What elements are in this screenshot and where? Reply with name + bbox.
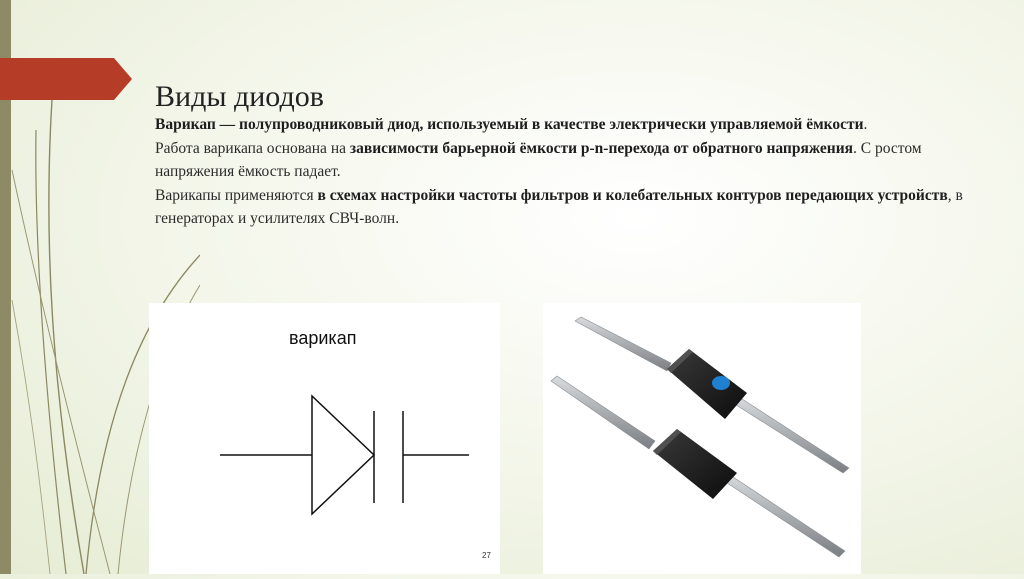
accent-tab [0,58,132,100]
paragraph-applications: Варикапы применяются в схемах настройки частоты фильтров и колебательных контуров передающих устройств, в генераторах и усилителях СВЧ-волн. [155,186,963,227]
applications-bold: в схемах настройки частоты фильтров и колебательных контуров передающих устройств [317,186,948,204]
principle-bold: зависимости барьерной ёмкости p-n-перехода от обратного напряжения [349,139,854,157]
paragraph-definition: Варикап — полупроводниковый диод, используемый в качестве электрически управляемой ёмкости. [155,116,868,133]
varicap-photo-icon [543,303,861,574]
symbol-label: варикап [289,328,357,348]
varicap-symbol-panel [149,303,500,574]
slide-body [155,113,970,231]
slide-title: Виды диодов [155,80,324,113]
slide-number: 27 [482,551,491,560]
varicap-photo-panel [543,303,861,574]
paragraph-principle: Работа варикапа основана на зависимости барьерной ёмкости p-n-перехода от обратного напряжения. С ростом напряжения ёмкость падает. [155,139,922,180]
varicap-symbol-icon [149,303,500,574]
definition-text: Варикап — полупроводниковый диод, используемый в качестве электрически управляемой ёмкости [155,116,864,133]
